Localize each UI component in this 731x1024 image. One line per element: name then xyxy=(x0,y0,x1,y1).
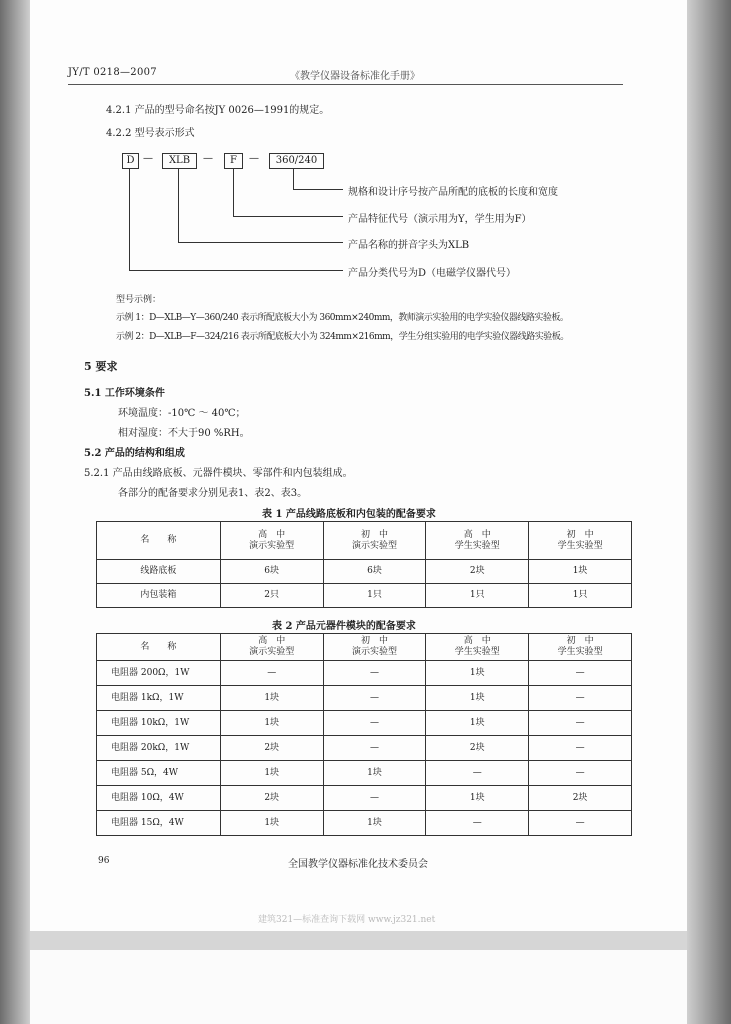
table-cell: 1块 xyxy=(323,811,426,836)
table1-header-col: 初 中 学生实验型 xyxy=(529,522,632,560)
table1-header-name: 名 称 xyxy=(97,522,221,560)
section-5: 5 要求 xyxy=(84,360,118,373)
table-cell: 电阻器 20kΩ，1W xyxy=(97,736,221,761)
table-cell: 6块 xyxy=(323,560,426,584)
table2-header-name: 名 称 xyxy=(97,634,221,661)
table-cell: — xyxy=(323,786,426,811)
table-cell: 电阻器 10kΩ，1W xyxy=(97,711,221,736)
table-row xyxy=(97,686,632,711)
table-cell: 2块 xyxy=(426,560,529,584)
table1-header-col: 高 中 演示实验型 xyxy=(220,522,323,560)
table-cell: 1块 xyxy=(323,761,426,786)
table-cell: — xyxy=(323,661,426,686)
table1 xyxy=(96,521,632,608)
table-cell: — xyxy=(220,661,323,686)
table-row xyxy=(97,736,632,761)
table-cell: 1块 xyxy=(220,761,323,786)
table-cell: 内包装箱 xyxy=(97,584,221,608)
table-row xyxy=(97,560,632,584)
table1-header-col: 初 中 演示实验型 xyxy=(323,522,426,560)
leader-d-v xyxy=(129,169,130,270)
table-cell: 1只 xyxy=(426,584,529,608)
table2-header-col: 高 中 演示实验型 xyxy=(220,634,323,661)
table-cell: 1块 xyxy=(426,711,529,736)
table1-header-col: 高 中 学生实验型 xyxy=(426,522,529,560)
table2 xyxy=(96,633,632,836)
table-cell: 2块 xyxy=(220,736,323,761)
leader-spec-h xyxy=(293,189,343,190)
env-humidity: 相对湿度：不大于90 %RH。 xyxy=(118,428,250,439)
table-cell: 1块 xyxy=(426,786,529,811)
example-2: 示例 2：D—XLB—F—324/216 表示所配底板大小为 324mm×216mm，学生分组实验用的电学实验仪器线路实验板。 xyxy=(116,332,569,342)
table-cell: 2块 xyxy=(426,736,529,761)
table-cell: — xyxy=(529,686,632,711)
page-gap xyxy=(30,931,687,950)
label-class: 产品分类代号为D（电磁学仪器代号） xyxy=(348,268,517,279)
table2-caption: 表 2 产品元器件模块的配备要求 xyxy=(272,621,416,632)
left-gutter xyxy=(0,0,30,1024)
table-cell: 1块 xyxy=(220,711,323,736)
next-page xyxy=(30,950,687,1024)
table-cell: 1块 xyxy=(220,686,323,711)
table-cell: — xyxy=(529,811,632,836)
table-cell: — xyxy=(529,736,632,761)
table-cell: 电阻器 15Ω，4W xyxy=(97,811,221,836)
table1-header-row xyxy=(97,522,632,560)
table-cell: — xyxy=(426,761,529,786)
table-row xyxy=(97,761,632,786)
clause-5-1: 5.1 工作环境条件 xyxy=(84,388,165,399)
table2-header-col: 初 中 学生实验型 xyxy=(529,634,632,661)
clause-5-2-1: 5.2.1 产品由线路底板、元器件模块、零部件和内包装组成。 xyxy=(84,468,353,479)
table2-header-row xyxy=(97,634,632,661)
table-cell: 线路底板 xyxy=(97,560,221,584)
table-cell: 1只 xyxy=(323,584,426,608)
table-cell: 1只 xyxy=(529,584,632,608)
table-cell: 电阻器 200Ω，1W xyxy=(97,661,221,686)
label-feature: 产品特征代号（演示用为Y，学生用为F） xyxy=(348,214,532,225)
table-cell: 6块 xyxy=(220,560,323,584)
box-xlb: XLB xyxy=(162,153,197,169)
table-cell: — xyxy=(323,686,426,711)
page-number: 96 xyxy=(98,856,110,866)
table-cell: — xyxy=(426,811,529,836)
table-cell: 电阻器 5Ω，4W xyxy=(97,761,221,786)
dash-1: — xyxy=(143,153,153,164)
table-cell: — xyxy=(323,711,426,736)
label-name: 产品名称的拼音字头为XLB xyxy=(348,240,470,251)
table-row xyxy=(97,584,632,608)
table-cell: — xyxy=(529,761,632,786)
table-cell: 2块 xyxy=(529,786,632,811)
table-cell: 1块 xyxy=(426,686,529,711)
box-spec: 360/240 xyxy=(269,153,324,169)
watermark: 建筑321—标准查询下载网 www.jz321.net xyxy=(258,915,436,925)
table-cell: 电阻器 10Ω，4W xyxy=(97,786,221,811)
leader-xlb-v xyxy=(178,169,179,242)
clause-4-2-1: 4.2.1 产品的型号命名按JY 0026—1991的规定。 xyxy=(106,105,330,116)
leader-spec-v xyxy=(293,169,294,189)
table-cell: 电阻器 1kΩ，1W xyxy=(97,686,221,711)
box-f: F xyxy=(224,153,243,169)
handbook-title: 《教学仪器设备标准化手册》 xyxy=(290,71,420,82)
table-cell: — xyxy=(529,661,632,686)
table-cell: 1块 xyxy=(220,811,323,836)
table-cell: 2块 xyxy=(220,786,323,811)
examples-heading: 型号示例： xyxy=(116,295,162,305)
table1-caption: 表 1 产品线路底板和内包装的配备要求 xyxy=(262,509,436,520)
leader-xlb-h xyxy=(178,242,343,243)
example-1: 示例 1：D—XLB—Y—360/240 表示所配底板大小为 360mm×240mm，教师演示实验用的电学实验仪器线路实验板。 xyxy=(116,313,569,323)
table2-header-col: 初 中 演示实验型 xyxy=(323,634,426,661)
table-cell: 2只 xyxy=(220,584,323,608)
table2-header-col: 高 中 学生实验型 xyxy=(426,634,529,661)
table-cell: — xyxy=(323,736,426,761)
label-spec: 规格和设计序号按产品所配的底板的长度和宽度 xyxy=(348,187,558,198)
table-cell: — xyxy=(529,711,632,736)
right-gutter xyxy=(687,0,731,1024)
table-row xyxy=(97,811,632,836)
clause-5-2: 5.2 产品的结构和组成 xyxy=(84,448,185,459)
dash-2: — xyxy=(203,153,213,164)
env-temperature: 环境温度：-10℃ ～ 40℃； xyxy=(118,408,246,419)
table-cell: 1块 xyxy=(426,661,529,686)
clause-4-2-2: 4.2.2 型号表示形式 xyxy=(106,128,195,139)
box-d: D xyxy=(122,153,139,169)
table-row xyxy=(97,786,632,811)
clause-5-2-1-note: 各部分的配备要求分别见表1、表2、表3。 xyxy=(118,488,308,499)
header-rule xyxy=(68,84,623,85)
table-row xyxy=(97,711,632,736)
dash-3: — xyxy=(249,153,259,164)
leader-d-h xyxy=(129,270,343,271)
standard-code: JY/T 0218—2007 xyxy=(68,67,157,78)
table-cell: 1块 xyxy=(529,560,632,584)
leader-f-h xyxy=(233,216,343,217)
committee-name: 全国教学仪器标准化技术委员会 xyxy=(288,859,428,870)
leader-f-v xyxy=(233,169,234,216)
table-row xyxy=(97,661,632,686)
